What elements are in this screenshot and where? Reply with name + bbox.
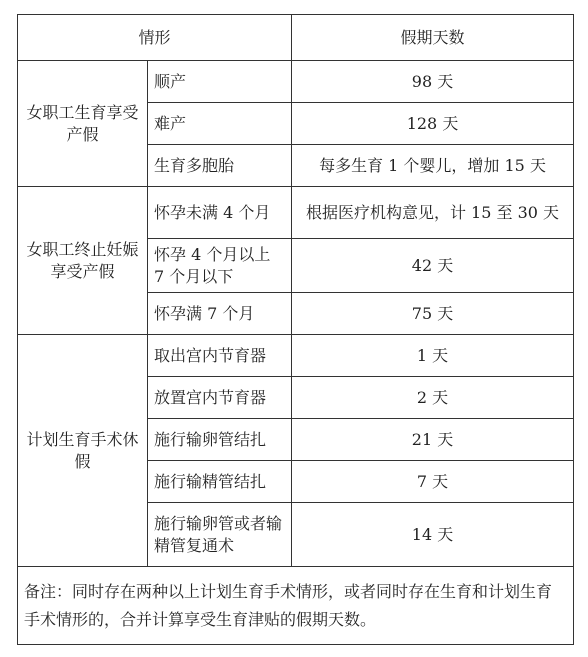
header-days: 假期天数 bbox=[292, 15, 574, 61]
table-header-row bbox=[18, 15, 574, 61]
days-cell: 98 天 bbox=[292, 61, 574, 103]
situation-cell: 生育多胞胎 bbox=[148, 145, 292, 187]
days-cell: 1 天 bbox=[292, 335, 574, 377]
situation-cell: 怀孕 4 个月以上 7 个月以下 bbox=[148, 239, 292, 293]
leave-days-table bbox=[17, 14, 574, 645]
days-cell: 21 天 bbox=[292, 419, 574, 461]
days-cell: 根据医疗机构意见，计 15 至 30 天 bbox=[292, 187, 574, 239]
header-situation: 情形 bbox=[18, 15, 292, 61]
category-family-planning: 计划生育手术休假 bbox=[18, 335, 148, 567]
situation-cell: 怀孕满 7 个月 bbox=[148, 293, 292, 335]
table-row bbox=[18, 187, 574, 239]
days-cell: 7 天 bbox=[292, 461, 574, 503]
situation-cell: 难产 bbox=[148, 103, 292, 145]
situation-cell: 施行输精管结扎 bbox=[148, 461, 292, 503]
days-cell: 128 天 bbox=[292, 103, 574, 145]
table-note: 备注：同时存在两种以上计划生育手术情形，或者同时存在生育和计划生育手术情形的，合并计算享受生育津贴的假期天数。 bbox=[18, 567, 574, 645]
situation-cell: 施行输卵管结扎 bbox=[148, 419, 292, 461]
days-cell: 42 天 bbox=[292, 239, 574, 293]
category-pregnancy-termination: 女职工终止妊娠享受产假 bbox=[18, 187, 148, 335]
situation-cell: 怀孕未满 4 个月 bbox=[148, 187, 292, 239]
note-row bbox=[18, 567, 574, 645]
situation-cell: 放置宫内节育器 bbox=[148, 377, 292, 419]
category-maternity: 女职工生育享受产假 bbox=[18, 61, 148, 187]
situation-cell: 施行输卵管或者输精管复通术 bbox=[148, 503, 292, 567]
days-cell: 75 天 bbox=[292, 293, 574, 335]
situation-cell: 顺产 bbox=[148, 61, 292, 103]
days-cell: 每多生育 1 个婴儿，增加 15 天 bbox=[292, 145, 574, 187]
table-row bbox=[18, 335, 574, 377]
situation-cell: 取出宫内节育器 bbox=[148, 335, 292, 377]
days-cell: 14 天 bbox=[292, 503, 574, 567]
days-cell: 2 天 bbox=[292, 377, 574, 419]
table-row bbox=[18, 61, 574, 103]
